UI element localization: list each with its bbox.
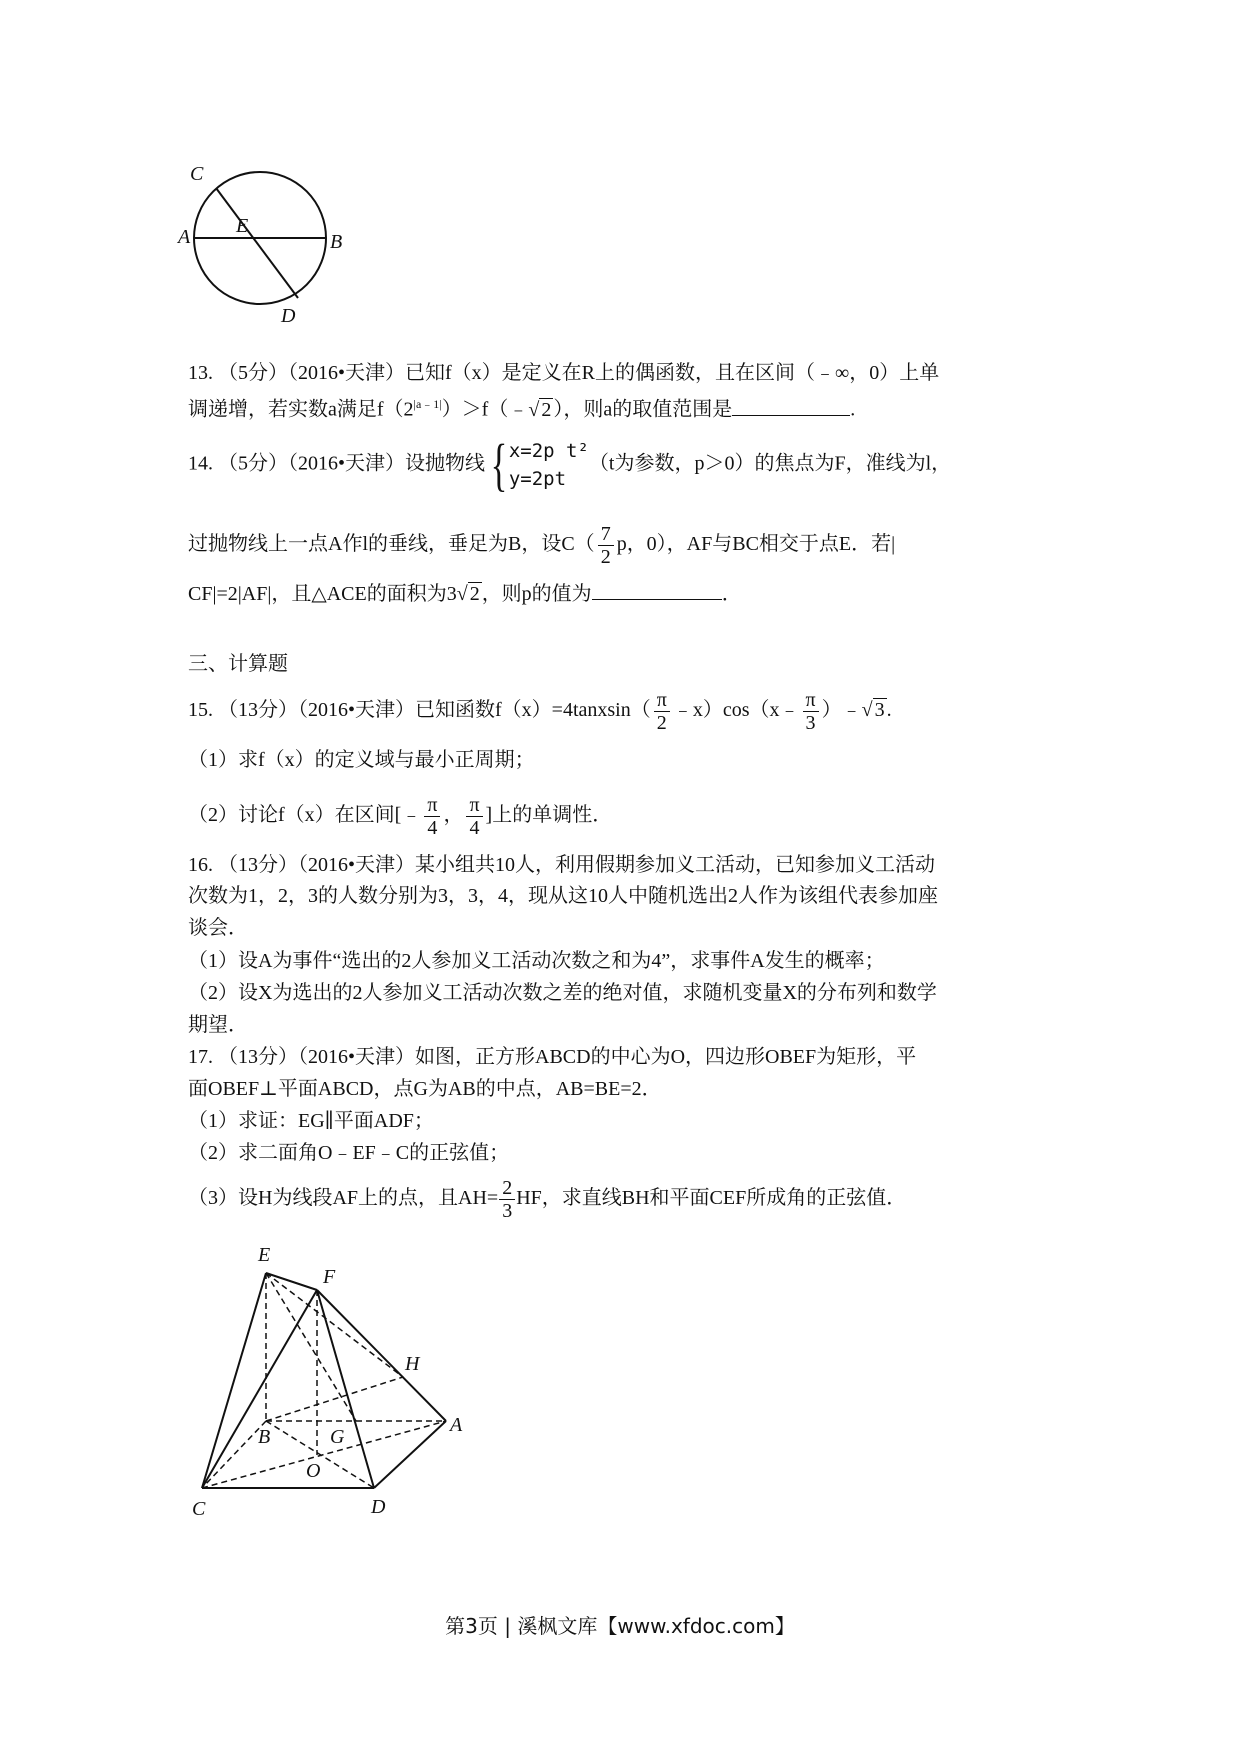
q13-text-b: ）＞f（﹣	[441, 398, 529, 421]
q15-frac4-num: π	[466, 795, 482, 817]
q15-frac4-den: 4	[469, 817, 480, 839]
q14-answer-blank[interactable]	[592, 581, 722, 600]
label-g: G	[330, 1426, 345, 1448]
q15-radicand: 3	[874, 699, 885, 722]
q14-text-b: （t为参数，p＞0）的焦点为F，准线为l，	[588, 452, 952, 475]
q13-radicand: 2	[541, 398, 552, 421]
q15-part1: （1）求f（x）的定义域与最小正周期；	[188, 749, 535, 771]
q15-frac-pi-4a	[424, 795, 440, 838]
q15-sqrt: √ 3	[861, 699, 885, 722]
q14-line1	[188, 432, 952, 497]
q15-frac-pi-4b	[466, 795, 482, 838]
q15-end: .	[886, 699, 892, 722]
label-h: H	[405, 1353, 420, 1375]
label-f: F	[323, 1266, 336, 1288]
edge-fc	[202, 1290, 317, 1488]
label-e: E	[258, 1244, 271, 1266]
footer-brand: 溪枫文库【www.xfdoc.com】	[517, 1614, 795, 1638]
q13-sqrt: √ 2	[528, 398, 552, 421]
q15-frac2-den: 3	[805, 712, 816, 734]
label-o: O	[306, 1460, 321, 1482]
q17-line1: 17. （13分）（2016•天津）如图，正方形ABCD的中心为O，四边形OBEF为矩形，平	[188, 1046, 917, 1068]
q14-parametric-system	[485, 432, 589, 497]
edge-eh	[266, 1273, 403, 1377]
q17-part3-text-b: HF，求直线BH和平面CEF所成角的正弦值．	[516, 1187, 907, 1210]
page-number: 第3页	[445, 1614, 498, 1638]
label-c: C	[192, 1498, 206, 1520]
q14-line3	[188, 580, 742, 608]
label-c: C	[190, 163, 204, 185]
solid-figure	[180, 1225, 480, 1525]
q13-line2	[188, 390, 855, 424]
q17-fraction	[499, 1178, 515, 1221]
q14-text-a: 14. （5分）（2016•天津）设抛物线	[188, 452, 486, 475]
q14-radicand: 2	[469, 583, 480, 605]
q15-part2-comma: ，	[443, 804, 464, 827]
q16-part1: （1）设A为事件“选出的2人参加义工活动次数之和为4”，求事件A发生的概率；	[188, 950, 885, 972]
q15-frac3-den: 4	[427, 817, 438, 839]
q15-line1	[188, 690, 892, 733]
q15-part2-text-b: ]上的单调性．	[485, 804, 613, 827]
edge-ec	[202, 1273, 266, 1488]
chord-cd	[216, 188, 298, 298]
q14-text-c: 过抛物线上一点A作l的垂线，垂足为B，设C（	[188, 533, 595, 556]
q14-fraction	[598, 524, 614, 567]
q13-exponent: |a﹣1|	[413, 397, 442, 411]
q16-part2-line2: 期望．	[188, 1014, 248, 1036]
q15-part2	[188, 795, 612, 838]
q17-part3	[188, 1178, 906, 1221]
q15-frac3-num: π	[424, 795, 440, 817]
page-footer	[0, 1610, 1240, 1639]
q14-end: ．	[721, 583, 742, 605]
label-a: A	[450, 1414, 463, 1436]
label-b: B	[330, 231, 343, 253]
q14-sys-line2: y=2pt	[508, 468, 567, 490]
q17-part2: （2）求二面角O﹣EF﹣C的正弦值；	[188, 1142, 510, 1164]
q13-line1: 13. （5分）（2016•天津）已知f（x）是定义在R上的偶函数，且在区间（﹣∞，0）上单	[188, 362, 940, 384]
label-d: D	[281, 305, 296, 327]
q15-frac-pi-3	[803, 690, 819, 733]
q16-line2: 次数为1，2，3的人数分别为3，3，4，现从这10人中随机选出2人作为该组代表参加座	[188, 885, 938, 907]
footer-separator: |	[504, 1614, 511, 1638]
q14-text-d: p，0），AF与BC相交于点E．若|	[616, 533, 896, 556]
q13-answer-blank[interactable]	[732, 397, 850, 416]
edge-ef	[266, 1273, 317, 1290]
q15-frac-pi-2	[654, 690, 670, 733]
label-a: A	[178, 226, 191, 248]
q16-line3: 谈会．	[188, 917, 248, 939]
section-heading: 三、计算题	[188, 653, 288, 675]
q15-part2-text-a: （2）讨论f（x）在区间[﹣	[188, 804, 422, 827]
q13-end: .	[850, 398, 856, 421]
q16-part2-line1: （2）设X为选出的2人参加义工活动次数之差的绝对值，求随机变量X的分布列和数学	[188, 982, 937, 1004]
q14-sqrt: √ 2	[456, 583, 480, 605]
q17-part3-text-a: （3）设H为线段AF上的点，且AH=	[188, 1187, 499, 1210]
q15-frac2-num: π	[803, 690, 819, 712]
edge-bh	[266, 1377, 403, 1421]
q13-text-c: ），则a的取值范围是	[553, 398, 733, 421]
q14-text-f: ，则p的值为	[481, 583, 592, 605]
q17-frac-num: 2	[499, 1178, 515, 1200]
q14-brace: {	[490, 432, 508, 497]
label-e: E	[236, 215, 249, 237]
q17-line2: 面OBEF⊥平面ABCD，点G为AB的中点，AB=BE=2．	[188, 1078, 662, 1100]
q13-text-a: 调递增，若实数a满足f（2	[188, 398, 414, 421]
q14-frac-num: 7	[598, 524, 614, 546]
q17-frac-den: 3	[502, 1200, 513, 1222]
q15-frac1-num: π	[654, 690, 670, 712]
circle-figure	[180, 160, 380, 335]
edge-eg	[266, 1273, 356, 1421]
q14-line2	[188, 524, 895, 567]
q14-text-e: CF|=2|AF|，且△ACE的面积为3	[188, 583, 457, 605]
q15-text-a: 15. （13分）（2016•天津）已知函数f（x）=4tanxsin（	[188, 699, 651, 722]
q14-sys-line1: x=2p t²	[508, 440, 589, 462]
label-d: D	[371, 1496, 386, 1518]
label-b: B	[258, 1426, 271, 1448]
q15-text-c: ）﹣	[821, 699, 862, 722]
q15-text-b: ﹣x）cos（x﹣	[672, 699, 800, 722]
q15-frac1-den: 2	[656, 712, 667, 734]
q14-frac-den: 2	[600, 546, 611, 568]
q17-part1: （1）求证：EG∥平面ADF；	[188, 1110, 434, 1132]
q16-line1: 16. （13分）（2016•天津）某小组共10人，利用假期参加义工活动，已知参加义工活动	[188, 854, 936, 876]
